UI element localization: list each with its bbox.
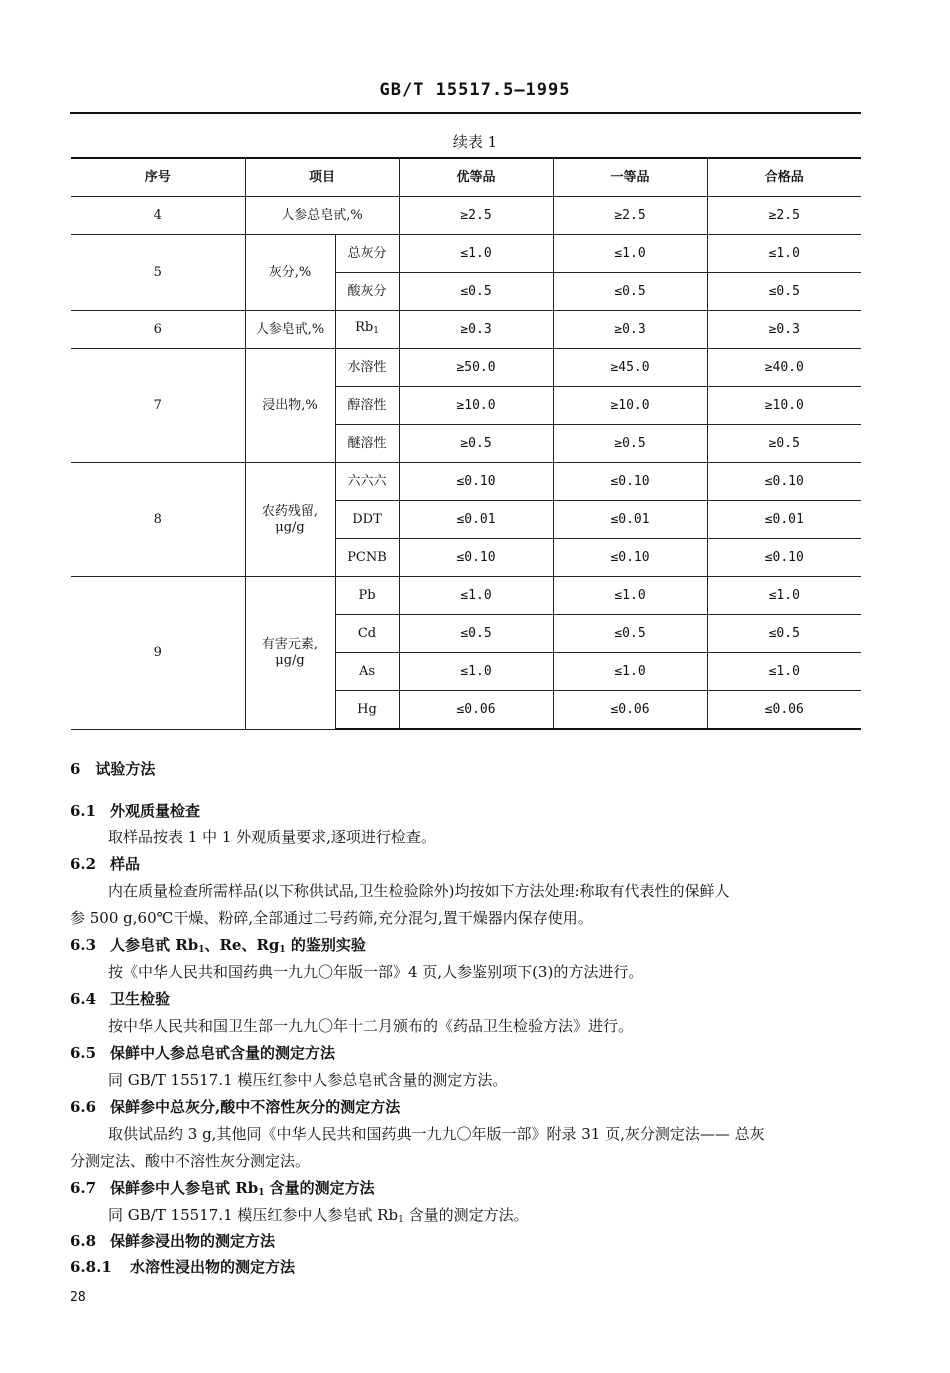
- value-qualified: ≤0.10: [707, 539, 861, 577]
- section-title: 保鲜参中总灰分,酸中不溶性灰分的测定方法: [110, 1098, 401, 1116]
- paragraph-part: 含量的测定方法。: [403, 1206, 529, 1224]
- section-title: 样品: [110, 855, 141, 873]
- paragraph-6-1: 取样品按表 1 中 1 外观质量要求,逐项进行检查。: [108, 828, 436, 846]
- row-seq: 4: [71, 197, 245, 235]
- header-superior: 优等品: [399, 158, 553, 197]
- value-qualified: ≤0.01: [707, 501, 861, 539]
- value-first: ≥10.0: [553, 387, 707, 425]
- value-superior: ≥0.3: [399, 311, 553, 349]
- table-header-row: [71, 158, 861, 197]
- section-number: 6.6: [70, 1098, 97, 1116]
- row-item: 人参总皂甙,%: [245, 197, 399, 235]
- page-number: 28: [70, 1290, 86, 1305]
- value-superior: ≥50.0: [399, 349, 553, 387]
- value-qualified: ≥0.5: [707, 425, 861, 463]
- section-title-part: 的鉴别实验: [285, 936, 366, 954]
- table-row: [71, 311, 861, 349]
- section-title: 保鲜中人参总皂甙含量的测定方法: [110, 1044, 336, 1062]
- paragraph-6-3: 按《中华人民共和国药典一九九〇年版一部》4 页,人参鉴别项下(3)的方法进行。: [108, 963, 644, 981]
- value-superior: ≥10.0: [399, 387, 553, 425]
- row-seq: 8: [71, 463, 245, 577]
- section-title-part: 含量的测定方法: [264, 1179, 375, 1197]
- paragraph-6-6-line-2: 分测定法、酸中不溶性灰分测定法。: [70, 1152, 311, 1170]
- section-number: 6.4: [70, 990, 97, 1008]
- row-seq: 5: [71, 235, 245, 311]
- section-number: 6.8.1: [70, 1258, 112, 1276]
- paragraph-6-2-line-1: 内在质量检查所需样品(以下称供试品,卫生检验除外)均按如下方法处理:称取有代表性的保鲜人: [108, 882, 730, 900]
- value-qualified: ≥40.0: [707, 349, 861, 387]
- row-seq: 6: [71, 311, 245, 349]
- value-qualified: ≥0.3: [707, 311, 861, 349]
- value-first: ≤0.5: [553, 273, 707, 311]
- section-number: 6.7: [70, 1179, 97, 1197]
- row-item: [245, 577, 335, 730]
- value-first: ≥2.5: [553, 197, 707, 235]
- row-subitem: 总灰分: [335, 235, 399, 273]
- value-qualified: ≤0.06: [707, 691, 861, 730]
- subitem-main: Rb: [355, 320, 374, 335]
- section-number: 6.5: [70, 1044, 97, 1062]
- section-heading-6-8: [70, 1230, 275, 1251]
- section-heading-6-1: [70, 800, 200, 821]
- header-seq: 序号: [71, 158, 245, 197]
- row-subitem: 六六六: [335, 463, 399, 501]
- value-superior: ≤0.06: [399, 691, 553, 730]
- value-first: ≥45.0: [553, 349, 707, 387]
- row-subitem: 醚溶性: [335, 425, 399, 463]
- section-heading-6-2: [70, 853, 140, 874]
- header-first: 一等品: [553, 158, 707, 197]
- paragraph-6-5: 同 GB/T 15517.1 模压红参中人参总皂甙含量的测定方法。: [108, 1071, 508, 1089]
- subscript: 1: [398, 1215, 404, 1225]
- value-first: ≤0.01: [553, 501, 707, 539]
- section-title-part: 保鲜参中人参皂甙 Rb: [110, 1179, 259, 1197]
- row-item: 灰分,%: [245, 235, 335, 311]
- paragraph-6-4: 按中华人民共和国卫生部一九九〇年十二月颁布的《药品卫生检验方法》进行。: [108, 1017, 634, 1035]
- section-heading-6-7: [70, 1177, 375, 1198]
- section-number: 6.2: [70, 855, 97, 873]
- value-superior: ≤0.5: [399, 273, 553, 311]
- row-seq: 9: [71, 577, 245, 730]
- row-subitem: 醇溶性: [335, 387, 399, 425]
- value-qualified: ≤0.5: [707, 615, 861, 653]
- value-superior: ≤0.10: [399, 539, 553, 577]
- value-qualified: ≤0.10: [707, 463, 861, 501]
- value-first: ≥0.3: [553, 311, 707, 349]
- value-first: ≤0.5: [553, 615, 707, 653]
- row-subitem: [335, 311, 399, 349]
- subscript: 1: [258, 1188, 265, 1198]
- item-line-1: 有害元素,: [261, 636, 319, 652]
- section-heading-6-6: [70, 1096, 400, 1117]
- section-heading-6: 6 试验方法: [70, 760, 156, 778]
- item-line-2: μg/g: [275, 519, 305, 535]
- section-heading-6-5: [70, 1042, 335, 1063]
- row-subitem: 水溶性: [335, 349, 399, 387]
- value-qualified: ≤1.0: [707, 577, 861, 615]
- quality-spec-table: [71, 157, 861, 730]
- value-first: ≤1.0: [553, 235, 707, 273]
- section-number: 6.1: [70, 802, 97, 820]
- table-row: [71, 349, 861, 387]
- value-qualified: ≤1.0: [707, 235, 861, 273]
- table-row: [71, 577, 861, 615]
- row-item: 浸出物,%: [245, 349, 335, 463]
- subscript: 1: [198, 945, 205, 955]
- item-line-1: 农药残留,: [261, 503, 319, 519]
- row-subitem: Hg: [335, 691, 399, 730]
- row-item: 人参皂甙,%: [245, 311, 335, 349]
- row-item: [245, 463, 335, 577]
- paragraph-part: 同 GB/T 15517.1 模压红参中人参皂甙 Rb: [108, 1206, 399, 1224]
- row-subitem: Pb: [335, 577, 399, 615]
- table-caption: 续表 1: [452, 133, 498, 151]
- paragraph-6-6-line-1: 取供试品约 3 g,其他同《中华人民共和国药典一九九〇年版一部》附录 31 页,灰分测定法—— 总灰: [108, 1125, 765, 1143]
- table-row: [71, 197, 861, 235]
- value-first: ≤0.10: [553, 539, 707, 577]
- row-seq: 7: [71, 349, 245, 463]
- value-first: ≤1.0: [553, 653, 707, 691]
- table-row: [71, 463, 861, 501]
- row-subitem: 酸灰分: [335, 273, 399, 311]
- section-title: 水溶性浸出物的测定方法: [130, 1258, 296, 1276]
- value-superior: ≥0.5: [399, 425, 553, 463]
- subitem-subscript: 1: [373, 326, 379, 336]
- value-superior: ≤0.5: [399, 615, 553, 653]
- section-title: 保鲜参浸出物的测定方法: [110, 1232, 276, 1250]
- paragraph-6-7: [108, 1204, 529, 1225]
- section-heading-6-8-1: [70, 1256, 295, 1277]
- value-first: ≤0.10: [553, 463, 707, 501]
- section-title: 卫生检验: [110, 990, 171, 1008]
- header-qualified: 合格品: [707, 158, 861, 197]
- row-subitem: DDT: [335, 501, 399, 539]
- section-title-part: 人参皂甙 Rb: [110, 936, 199, 954]
- value-qualified: ≥2.5: [707, 197, 861, 235]
- section-title-part: 、Re、Rg: [204, 936, 280, 954]
- value-superior: ≤0.10: [399, 463, 553, 501]
- section-number: 6.8: [70, 1232, 97, 1250]
- value-qualified: ≤1.0: [707, 653, 861, 691]
- row-subitem: PCNB: [335, 539, 399, 577]
- value-first: ≥0.5: [553, 425, 707, 463]
- item-line-2: μg/g: [275, 652, 305, 668]
- table-row: [71, 235, 861, 273]
- value-superior: ≤1.0: [399, 577, 553, 615]
- value-qualified: ≥10.0: [707, 387, 861, 425]
- paragraph-6-2-line-2: 参 500 g,60℃干燥、粉碎,全部通过二号药筛,充分混匀,置干燥器内保存使用。: [70, 909, 593, 927]
- value-first: ≤1.0: [553, 577, 707, 615]
- row-subitem: Cd: [335, 615, 399, 653]
- value-first: ≤0.06: [553, 691, 707, 730]
- section-title: 外观质量检查: [110, 802, 201, 820]
- row-subitem: As: [335, 653, 399, 691]
- value-superior: ≤1.0: [399, 235, 553, 273]
- value-superior: ≤1.0: [399, 653, 553, 691]
- section-heading-6-3: [70, 934, 366, 955]
- header-rule: [70, 112, 861, 114]
- header-item: 项目: [245, 158, 399, 197]
- section-heading-6-4: [70, 988, 170, 1009]
- value-superior: ≤0.01: [399, 501, 553, 539]
- value-superior: ≥2.5: [399, 197, 553, 235]
- subscript: 1: [279, 945, 286, 955]
- standard-header: GB/T 15517.5—1995: [379, 80, 571, 100]
- value-qualified: ≤0.5: [707, 273, 861, 311]
- section-number: 6.3: [70, 936, 97, 954]
